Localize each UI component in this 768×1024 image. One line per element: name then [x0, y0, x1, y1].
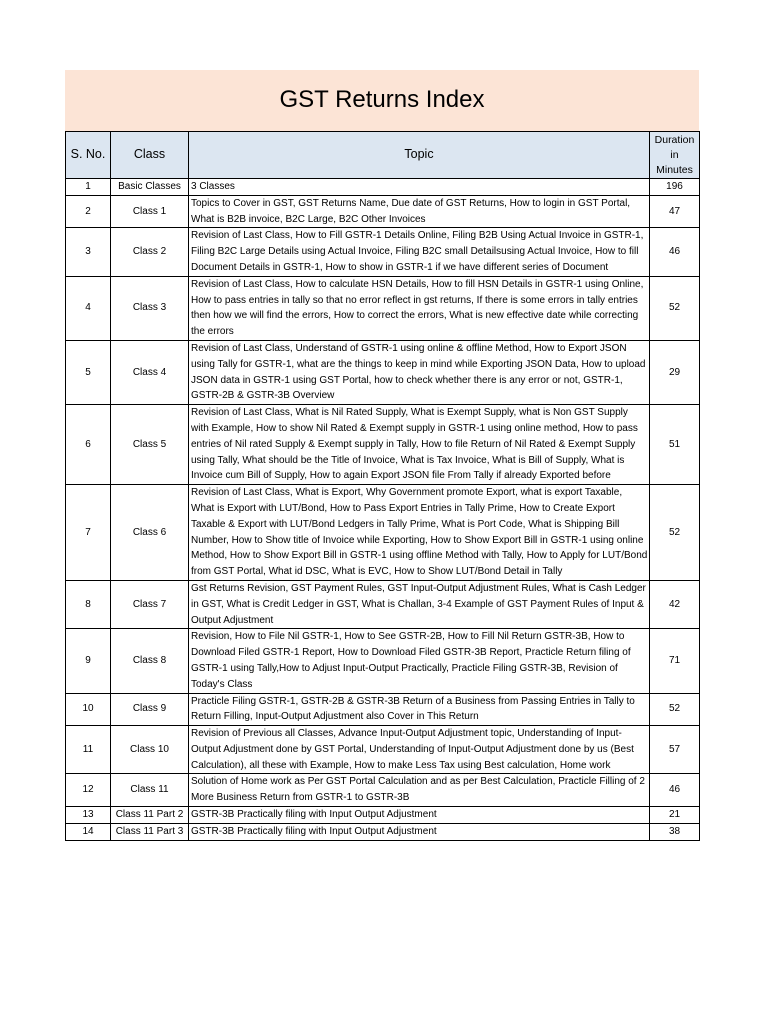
- row-duration: 42: [650, 580, 700, 628]
- row-topic: Practicle Filing GSTR-1, GSTR-2B & GSTR-3B Return of a Business from Passing Entries in Tally to Return Filling, Input-Output Adjustment also Cover in This Return: [189, 693, 650, 726]
- row-class: Class 5: [111, 405, 189, 485]
- row-class: Class 11: [111, 774, 189, 807]
- row-class: Class 4: [111, 340, 189, 404]
- row-class: Class 2: [111, 228, 189, 276]
- row-sno: 9: [66, 629, 111, 693]
- table-row: [66, 195, 700, 228]
- row-class: Class 10: [111, 726, 189, 774]
- row-topic: Revision of Last Class, How to Fill GSTR-1 Details Online, Filing B2B Using Actual Invoice in GSTR-1, Filing B2C Large Details using Actual Invoice, Filing B2C small Detailsusing Actual Invoice, How to fill Document Details in GSTR-1, How to show in GSTR-1 if we have different series of Document: [189, 228, 650, 276]
- row-duration: 46: [650, 228, 700, 276]
- row-topic: 3 Classes: [189, 179, 650, 196]
- title-bar: [65, 70, 699, 131]
- row-duration: 51: [650, 405, 700, 485]
- row-sno: 8: [66, 580, 111, 628]
- page-title: GST Returns Index: [279, 85, 485, 113]
- row-sno: 2: [66, 195, 111, 228]
- table-row: [66, 276, 700, 340]
- row-class: Class 11 Part 2: [111, 807, 189, 824]
- row-sno: 5: [66, 340, 111, 404]
- row-sno: 7: [66, 485, 111, 581]
- table-row: [66, 823, 700, 840]
- header-row: [66, 132, 700, 179]
- row-sno: 11: [66, 726, 111, 774]
- row-sno: 14: [66, 823, 111, 840]
- row-duration: 47: [650, 195, 700, 228]
- row-sno: 10: [66, 693, 111, 726]
- row-class: Class 1: [111, 195, 189, 228]
- row-topic: Topics to Cover in GST, GST Returns Name, Due date of GST Returns, How to login in GST Portal, What is B2B invoice, B2C Large, B2C Other Invoices: [189, 195, 650, 228]
- row-sno: 12: [66, 774, 111, 807]
- table-row: [66, 580, 700, 628]
- row-sno: 6: [66, 405, 111, 485]
- row-duration: 21: [650, 807, 700, 824]
- row-topic: Solution of Home work as Per GST Portal Calculation and as per Best Calculation, Practicle Filling of 2 More Business Return from GSTR-1 to GSTR-3B: [189, 774, 650, 807]
- row-duration: 71: [650, 629, 700, 693]
- row-class: Class 3: [111, 276, 189, 340]
- header-topic: Topic: [189, 132, 650, 179]
- table-row: [66, 629, 700, 693]
- row-duration: 196: [650, 179, 700, 196]
- index-sheet: [65, 70, 699, 841]
- row-duration: 57: [650, 726, 700, 774]
- table-row: [66, 485, 700, 581]
- row-topic: GSTR-3B Practically filing with Input Output Adjustment: [189, 823, 650, 840]
- row-class: Basic Classes: [111, 179, 189, 196]
- row-sno: 13: [66, 807, 111, 824]
- row-class: Class 11 Part 3: [111, 823, 189, 840]
- row-topic: GSTR-3B Practically filing with Input Output Adjustment: [189, 807, 650, 824]
- header-class: Class: [111, 132, 189, 179]
- row-topic: Revision of Last Class, How to calculate HSN Details, How to fill HSN Details in GSTR-1 using Online, How to pass entries in tally so that no error reflect in gst returns, If there is some errors in tally entries then how we will find the errors, How to correct the errors, What is new effective date while correcting the errors: [189, 276, 650, 340]
- row-topic: Revision of Previous all Classes, Advance Input-Output Adjustment topic, Understanding of Input-Output Adjustment done by GST Portal, Understanding of Input-Output Adjustment done by us (Best Calculation), all these with Example, How to make Less Tax using Best calculation, Home work: [189, 726, 650, 774]
- row-sno: 1: [66, 179, 111, 196]
- table-row: [66, 340, 700, 404]
- row-topic: Gst Returns Revision, GST Payment Rules, GST Input-Output Adjustment Rules, What is Cash Ledger in GST, What is Credit Ledger in GST, What is Challan, 3-4 Example of GST Payment Rules of Input & Output Adjustment: [189, 580, 650, 628]
- table-row: [66, 405, 700, 485]
- table-row: [66, 179, 700, 196]
- row-sno: 4: [66, 276, 111, 340]
- row-sno: 3: [66, 228, 111, 276]
- row-duration: 52: [650, 276, 700, 340]
- row-topic: Revision of Last Class, What is Export, Why Government promote Export, what is export Taxable, What is Export with LUT/Bond, How to Pass Export Entries in Tally Prime, How to Create Export Taxable & Export with LUT/Bond Ledgers in Tally Prime, What is Port Code, What is Shipping Bill Number, How to Show title of Invoice while Exporting, How to Show Export Bill in GSTR-1 using online Method, How to Show Export Bill in GSTR-1 using offline Method with Tally, How to Apply for LUT/Bond from GST Portal, What id DSC, What is EVC, How to Show LUT/Bond Detail in Tally: [189, 485, 650, 581]
- row-duration: 38: [650, 823, 700, 840]
- row-duration: 52: [650, 485, 700, 581]
- table-row: [66, 726, 700, 774]
- row-class: Class 6: [111, 485, 189, 581]
- row-duration: 52: [650, 693, 700, 726]
- row-topic: Revision of Last Class, What is Nil Rated Supply, What is Exempt Supply, what is Non GST Supply with Example, How to show Nil Rated & Exempt supply in GSTR-1 using online method, How to pass entries of Nil rated Supply & Exempt supply in Tally, How to file Return of Nil Rated & Exempt Supply using Tally, What should be the Title of Invoice, What is Tax Invoice, What is Bill of Supply, What is Invoice cum Bill of Supply, How to again Export JSON file From Tally if already Exported before: [189, 405, 650, 485]
- table-row: [66, 228, 700, 276]
- row-class: Class 8: [111, 629, 189, 693]
- row-duration: 29: [650, 340, 700, 404]
- row-topic: Revision of Last Class, Understand of GSTR-1 using online & offline Method, How to Export JSON using Tally for GSTR-1, what are the things to keep in mind while Exporting JSON Data, How to upload JSON data in GSTR-1 using GST Portal, how to check whether there is any error or not, GSTR-1, GSTR-2B & GSTR-3B Overview: [189, 340, 650, 404]
- row-class: Class 9: [111, 693, 189, 726]
- index-table: [65, 131, 700, 841]
- table-body: [66, 179, 700, 841]
- row-class: Class 7: [111, 580, 189, 628]
- table-row: [66, 774, 700, 807]
- row-topic: Revision, How to File Nil GSTR-1, How to See GSTR-2B, How to Fill Nil Return GSTR-3B, How to Download Filed GSTR-1 Report, How to Download Filed GSTR-3B Report, Practicle Return filing of GSTR-1 using Tally,How to Adjust Input-Output Practically, Practicle Filing GSTR-3B, Revision of Today's Class: [189, 629, 650, 693]
- header-sno: S. No.: [66, 132, 111, 179]
- table-row: [66, 693, 700, 726]
- row-duration: 46: [650, 774, 700, 807]
- header-duration: Duration in Minutes: [650, 132, 700, 179]
- table-row: [66, 807, 700, 824]
